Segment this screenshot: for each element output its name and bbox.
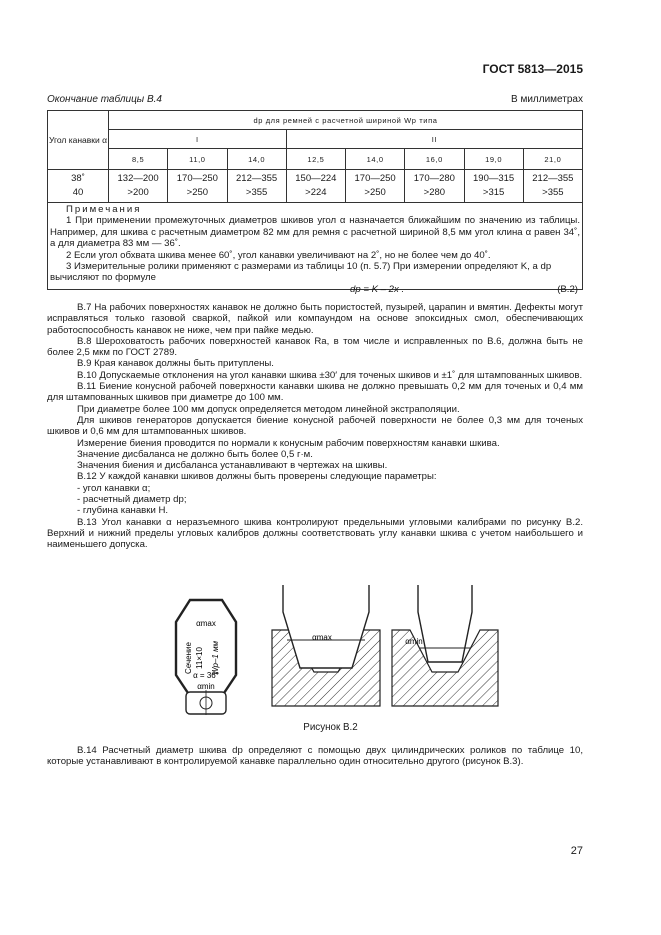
note-3: 3 Измерительные ролики применяют с размерами из таблицы 10 (п. 5.7) При измерении определяют K, а dp вычисляют по формуле (50, 261, 552, 284)
units-caption: В миллиметрах (511, 94, 583, 105)
width-header: 14,0 (227, 149, 286, 170)
note-2: 2 Если угол обхвата шкива менее 60˚, угол канавки увеличивают на 2˚, но не более чем до 40˚. (66, 249, 491, 261)
table-cell: 132—200 >200 (109, 170, 168, 203)
formula: dp = K – 2x . (350, 283, 405, 295)
list-item: - угол канавки α; (77, 482, 151, 494)
paragraph-b14: В.14 Расчетный диаметр шкива dp определяют с помощью двух цилиндрических роликов по таблице 10, которые устанавливают в контролируемой канавке параллельно один относительно другого (рисунок В.3). (47, 745, 583, 768)
list-item: - глубина канавки H. (77, 505, 169, 517)
note-1: 1 При применении промежуточных диаметров шкивов угол α назначается ближайшим по значению из таблицы. Например, для шкива с расчетным диаметром 82 мм для ремня с расчетной шириной 8,5 мм угол клина α равен 34˚, а для диаметра 83 мм — 36˚. (50, 215, 580, 250)
paragraph-b11c: Измерение биения проводится по нормали к конусным рабочим поверхностям канавки шкива. (77, 437, 500, 449)
gauge-angle-label: α = 36° (193, 671, 219, 680)
width-header: 12,5 (286, 149, 345, 170)
width-header: 14,0 (346, 149, 405, 170)
notes-title: Примечания (66, 204, 142, 215)
formula-number: (В.2) (557, 283, 578, 295)
table-cell: 212—355 >355 (227, 170, 286, 203)
paragraph-b11a: При диаметре более 100 мм допуск определяется методом линейной экстраполяции. (77, 403, 460, 415)
width-header: 11,0 (168, 149, 227, 170)
table-notes (47, 202, 583, 295)
table-cell: 212—355 >355 (523, 170, 582, 203)
alpha-max-label: αmax (312, 633, 332, 642)
gauge-size-label: 11×10 (195, 647, 204, 669)
gauge-section-label: Сечение (184, 642, 193, 674)
list-item: - расчетный диаметр dp; (77, 494, 187, 506)
span-header: dp для ремней с расчетной шириной Wp типа (109, 111, 583, 130)
gauge-alpha-max-label: αmax (196, 619, 216, 628)
paragraph-b7: В.7 На рабочих поверхностях канавок не должно быть пористостей, пузырей, царапин и вмятин. Дефекты могут исправляться только газовой сваркой, пайкой или компаундом на основе эпоксидных смол, обеспечивающих работоспособность канавок не ниже, чем при пайке медью. (47, 302, 583, 336)
formula-line (50, 284, 580, 296)
page-number: 27 (570, 845, 583, 857)
width-header: 21,0 (523, 149, 582, 170)
table-cell: 170—280 >280 (405, 170, 464, 203)
gauge-alpha-min-label: αmin (197, 682, 215, 691)
angle-value: 40 (72, 187, 84, 198)
paragraph-b11b: Для шкивов генераторов допускается биение конусной рабочей поверхности не более 0,3 мм для точеных шкивов и 0,6 мм для штампованных шкивов. (47, 414, 583, 438)
group-header: II (286, 130, 582, 149)
width-header: 16,0 (405, 149, 464, 170)
gauge-width-label: Wp–1 мм (211, 640, 220, 676)
paragraph-b11e: Значения биения и дисбаланса устанавливают в чертежах на шкивы. (77, 460, 388, 472)
table-cell: 150—224 >224 (286, 170, 345, 203)
body-text-b14 (47, 745, 583, 768)
pulley-table (47, 110, 583, 203)
paragraph-b9: В.9 Края канавок должны быть притуплены. (77, 358, 274, 370)
group-header: I (109, 130, 287, 149)
table-cell: 190—315 >315 (464, 170, 523, 203)
width-header: 19,0 (464, 149, 523, 170)
paragraph-b8: В.8 Шероховатость рабочих поверхностей канавок Ra, в том числе и исправленных по В.6, должна быть не более 2,5 мкм по ГОСТ 2789. (47, 335, 583, 359)
width-header: 8,5 (109, 149, 168, 170)
body-text (47, 302, 583, 551)
alpha-min-label: αmin (405, 637, 423, 646)
pulley-groove-max (272, 585, 380, 706)
table-cell: 170—250 >250 (346, 170, 405, 203)
paragraph-b11d: Значение дисбаланса не должно быть более 0,5 г·м. (77, 448, 313, 460)
angle-column-header: Угол канавки α (48, 111, 109, 170)
paragraph-b12: В.12 У каждой канавки шкивов должны быть проверены следующие параметры: (77, 471, 437, 483)
table-cell: 170—250 >250 (168, 170, 227, 203)
paragraph-b11: В.11 Биение конусной рабочей поверхности канавки шкива не должно превышать 0,2 мм для точеных и 0,4 мм для штампованных шкивов при диаметре до 100 мм. (47, 381, 583, 404)
paragraph-b10: В.10 Допускаемые отклонения на угол канавки шкива ±30′ для точеных шкивов и ±1˚ для штампованных шкивов. (77, 369, 583, 381)
document-id: ГОСТ 5813—2015 (482, 62, 583, 76)
figure-caption: Рисунок В.2 (303, 722, 358, 733)
angle-cell (48, 170, 109, 203)
figure-b2 (0, 575, 661, 715)
paragraph-b13: В.13 Угол канавки α неразъемного шкива контролируют предельными угловыми калибрами по рисунку В.2. Верхний и нижний пределы угловых калибров должны соответствовать углу канавки шкива с учетом наибольшего и наименьшего допуска. (47, 516, 583, 551)
table-caption: Окончание таблицы В.4 (47, 94, 162, 105)
angle-value: 38˚ (71, 173, 85, 184)
